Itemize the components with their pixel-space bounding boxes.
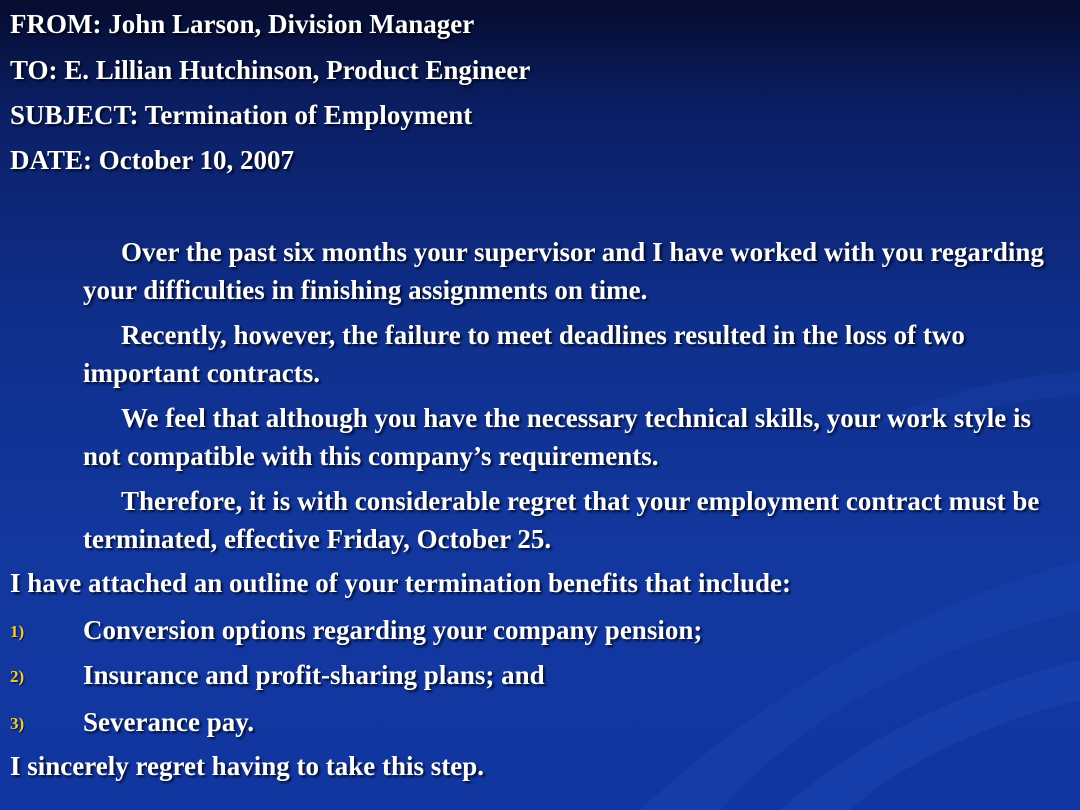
memo-to: TO: E. Lillian Hutchinson, Product Engineer: [10, 55, 531, 85]
benefit-list-item: Conversion options regarding your company pension;: [83, 615, 703, 645]
body-paragraph: We feel that although you have the necessary technical skills, your work style is not compatible with this company’s requirements.: [83, 403, 1031, 471]
list-number: 1): [10, 622, 25, 641]
benefit-list-item: Severance pay.: [83, 707, 254, 737]
benefits-intro: I have attached an outline of your termination benefits that include:: [10, 568, 791, 598]
benefit-list-item: Insurance and profit-sharing plans; and: [83, 660, 545, 690]
memo-date: DATE: October 10, 2007: [10, 145, 294, 175]
body-paragraph: Recently, however, the failure to meet deadlines resulted in the loss of two important contracts.: [83, 320, 965, 388]
body-paragraph: Therefore, it is with considerable regret that your employment contract must be terminated, effective Friday, October 25.: [83, 486, 1040, 554]
closing-line: I sincerely regret having to take this step.: [10, 751, 484, 781]
list-number: 2): [10, 667, 25, 686]
list-number: 3): [10, 714, 25, 733]
memo-from: FROM: John Larson, Division Manager: [10, 9, 475, 39]
body-paragraph: Over the past six months your supervisor and I have worked with you regarding your difficulties in finishing assignments on time.: [83, 237, 1044, 305]
memo-subject: SUBJECT: Termination of Employment: [10, 100, 473, 130]
